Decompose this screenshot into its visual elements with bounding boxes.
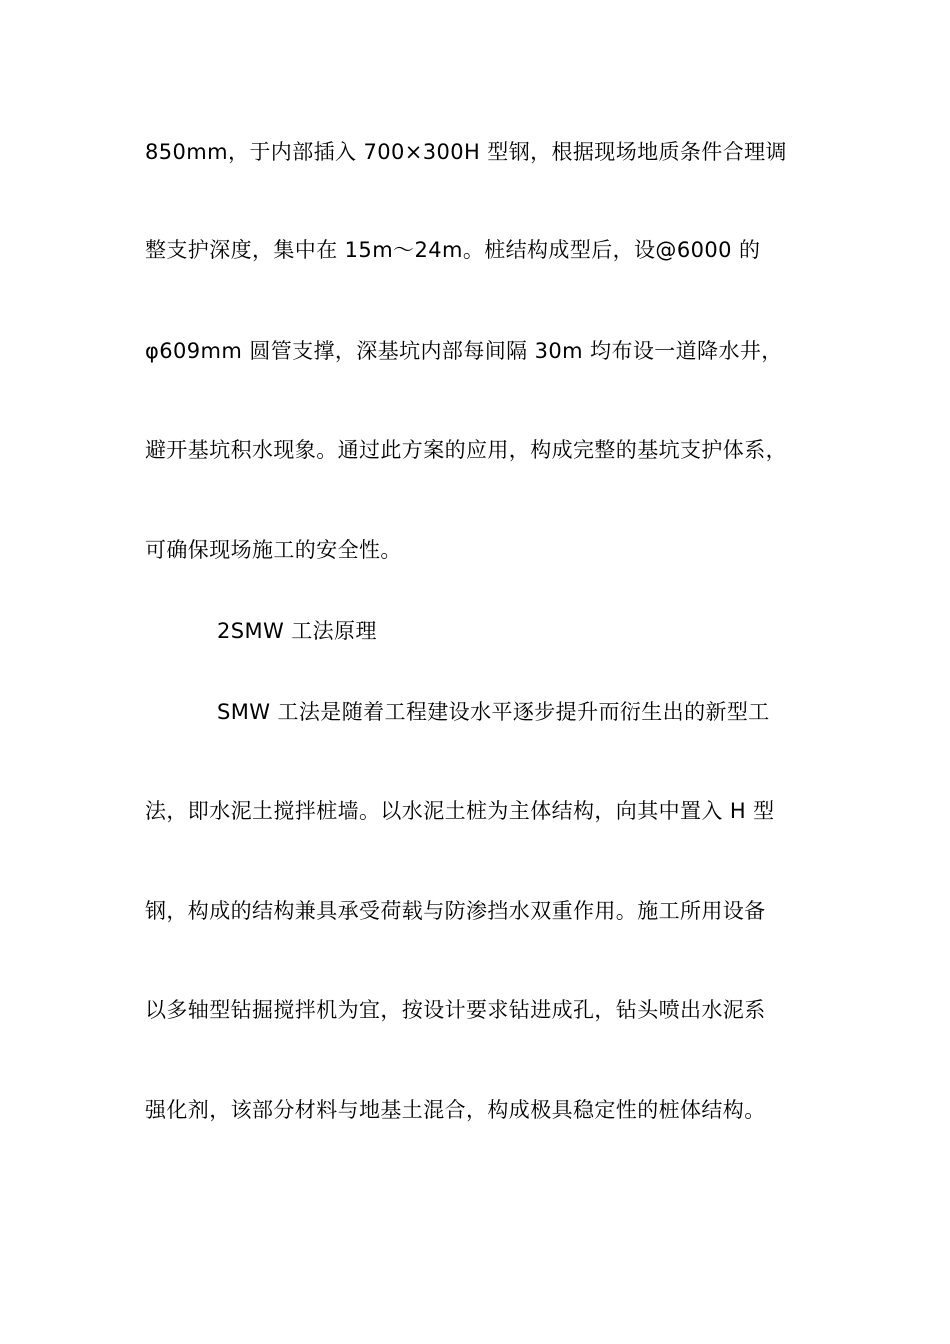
paragraph-1-line-4: 避开基坑积水现象。通过此方案的应用，构成完整的基坑支护体系，: [145, 438, 787, 462]
paragraph-1-line-1: 850mm，于内部插入 700×300H 型钢，根据现场地质条件合理调: [145, 140, 787, 164]
section-heading: 2SMW 工法原理: [217, 619, 377, 643]
paragraph-2-line-5: 强化剂，该部分材料与地基土混合，构成极具稳定性的桩体结构。: [145, 1098, 766, 1122]
paragraph-1-line-2: 整支护深度，集中在 15m～24m。桩结构成型后，设@6000 的: [145, 238, 761, 262]
paragraph-1-line-5: 可确保现场施工的安全性。: [145, 538, 402, 562]
paragraph-1-line-3: φ609mm 圆管支撑，深基坑内部每间隔 30m 均布设一道降水井，: [145, 339, 783, 363]
paragraph-2-line-3: 钢，构成的结构兼具承受荷载与防渗挡水双重作用。施工所用设备: [145, 899, 766, 923]
paragraph-2-line-2: 法，即水泥土搅拌桩墙。以水泥土桩为主体结构，向其中置入 H 型: [145, 799, 775, 823]
paragraph-2-line-4: 以多轴型钻掘搅拌机为宜，按设计要求钻进成孔，钻头喷出水泥系: [145, 998, 766, 1022]
paragraph-2-line-1: SMW 工法是随着工程建设水平逐步提升而衍生出的新型工: [217, 700, 770, 724]
